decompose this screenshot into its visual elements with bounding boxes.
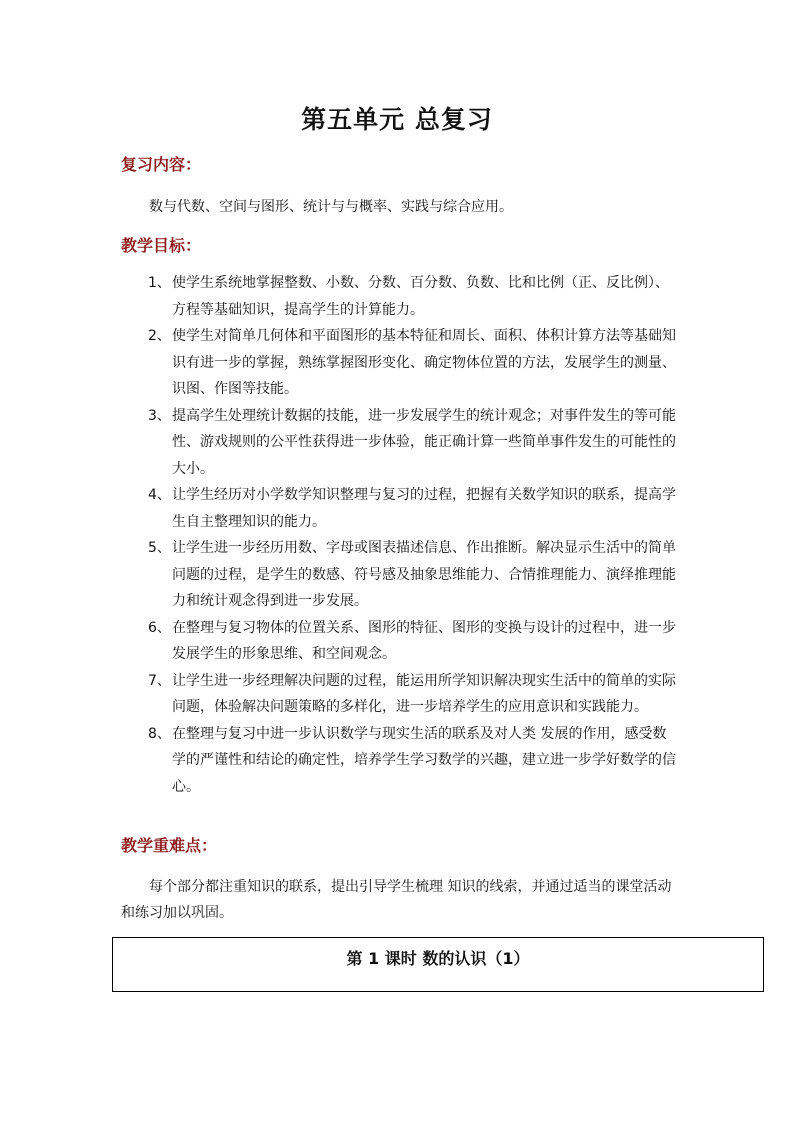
goal-number: 6、 xyxy=(148,619,171,636)
goal-number: 8、 xyxy=(148,725,171,742)
key-points-heading: 教学重难点： xyxy=(121,836,218,855)
list-item xyxy=(148,668,678,721)
goal-number: 3、 xyxy=(148,407,171,424)
goal-text: 让学生进一步经历用数、字母或图表描述信息、作出推断。解决显示生活中的简单问题的过程，是学生的数感、符号感及抽象思维能力、合情推理能力、演绎推理能力和统计观念得到进一步发展。 xyxy=(172,540,676,609)
list-item xyxy=(148,403,678,483)
goal-text: 提高学生处理统计数据的技能，进一步发展学生的统计观念；对事件发生的等可能性、游戏规则的公平性获得进一步体验，能正确计算一些简单事件发生的可能性的大小。 xyxy=(172,407,676,477)
goal-text: 在整理与复习物体的位置关系、图形的特征、图形的变换与设计的过程中，进一步发展学生的形象思维、和空间观念。 xyxy=(172,619,676,662)
list-item xyxy=(148,615,678,668)
review-content-heading: 复习内容： xyxy=(121,155,202,174)
goal-number: 2、 xyxy=(148,328,171,344)
goal-text: 让学生经历对小学数学知识整理与复习的过程，把握有关数学知识的联系，提高学生自主整理知识的能力。 xyxy=(172,487,676,530)
lesson-title: 第 1 课时 数的认识（1） xyxy=(346,949,530,968)
review-content-text: 数与代数、空间与图形、统计与与概率、实践与综合应用。 xyxy=(149,199,513,215)
list-item xyxy=(148,270,678,323)
lesson-title-box xyxy=(112,937,764,992)
goal-text: 使学生对简单几何体和平面图形的基本特征和周长、面积、体积计算方法等基础知识有进一步的掌握，熟练掌握图形变化、确定物体位置的方法，发展学生的测量、识图、作图等技能。 xyxy=(172,328,676,397)
goal-text: 让学生进一步经理解决问题的过程，能运用所学知识解决现实生活中的简单的实际问题，体验解决问题策略的多样化，进一步培养学生的应用意识和实践能力。 xyxy=(172,672,676,715)
key-points-text: 每个部分都注重知识的联系，提出引导学生梳理 知识的线索，并通过适当的课堂活动和练习加以巩固。 xyxy=(121,879,672,921)
document-title: 第五单元 总复习 xyxy=(301,105,493,134)
list-item xyxy=(148,482,678,535)
goal-number: 4、 xyxy=(148,487,171,503)
teaching-goals-heading: 教学目标： xyxy=(121,236,202,255)
teaching-goals-list xyxy=(148,270,678,800)
goal-number: 5、 xyxy=(148,540,171,556)
goal-text: 使学生系统地掌握整数、小数、分数、百分数、负数、比和比例（正、反比例）、方程等基础知识，提高学生的计算能力。 xyxy=(172,275,669,318)
list-item xyxy=(148,721,678,801)
goal-text: 在整理与复习中进一步认识数学与现实生活的联系及对人类 发展的作用，感受数学的严谨性和结论的确定性，培养学生学习数学的兴趣，建立进一步学好数学的信心。 xyxy=(172,725,676,795)
list-item xyxy=(148,323,678,403)
list-item xyxy=(148,535,678,615)
goal-number: 7、 xyxy=(148,672,171,689)
goal-number: 1、 xyxy=(148,275,171,291)
